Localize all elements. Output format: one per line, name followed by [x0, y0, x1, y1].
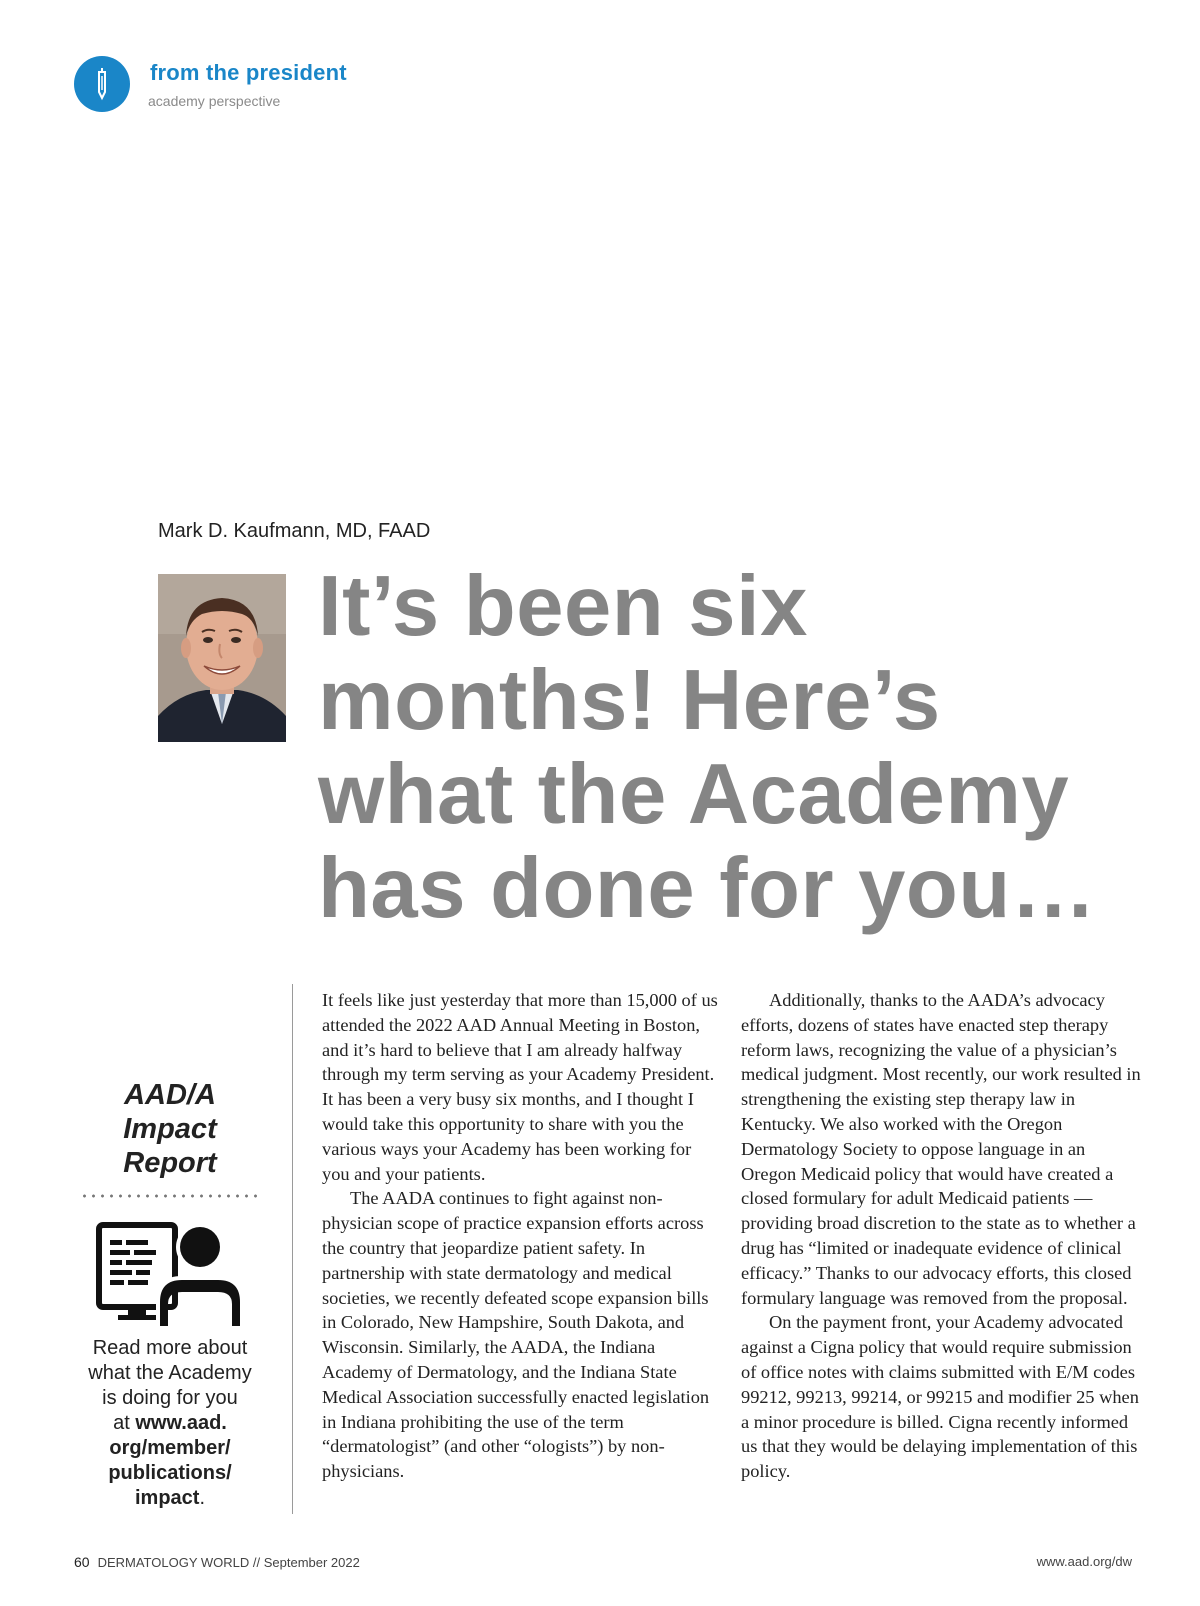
sidebar-text-line: what the Academy [88, 1362, 252, 1384]
sidebar-link-block[interactable] [70, 1411, 270, 1511]
sidebar-link[interactable]: www.aad. [135, 1412, 227, 1434]
pen-icon [74, 56, 130, 112]
publication-info: DERMATOLOGY WORLD // September 2022 [97, 1555, 360, 1570]
dotted-divider [80, 1194, 260, 1198]
headline-line: what the Academy [318, 747, 1070, 842]
sidebar-text [70, 1336, 270, 1511]
section-subtitle: academy perspective [148, 93, 281, 109]
article-paragraph: Additionally, thanks to the AADA’s advocacy efforts, dozens of states have enacted step therapy reform laws, recognizing the value of a physician’s medical judgment. Most recently, our work resulted in strengthening the existing step therapy law in Kentucky. We also worked with the Oregon Dermatology Society to oppose language in an Oregon Medicaid policy that would have created a closed formulary for adult Medicaid patients — providing broad discretion to the state as to whether a drug has “limited or inadequate evidence of clinical efficacy.” Thanks to our advocacy efforts, this closed formulary language was removed from the proposal. [741, 990, 1141, 1308]
column-divider [292, 984, 293, 1514]
page-footer [74, 1554, 360, 1570]
sidebar-text-line: is doing for you [102, 1387, 238, 1409]
sidebar-title-line: AAD/A [124, 1079, 216, 1111]
author-photo [158, 574, 286, 742]
page-number: 60 [74, 1554, 90, 1570]
sidebar-text-line: Read more about [92, 1337, 248, 1359]
sidebar-link-prefix: at [113, 1412, 136, 1434]
sidebar-link-suffix: . [199, 1487, 206, 1509]
article-paragraph: The AADA continues to fight against non-physician scope of practice expansion efforts across the country that jeopardize patient safety. In partnership with state dermatology and medical societies, we recently defeated scope expansion bills in Colorado, New Hampshire, South Dakota, and Wisconsin. Similarly, the AADA, the Indiana Academy of Dermatology, and the Indiana State Medical Association successfully enacted legislation in Indiana prohibiting the use of the term “dermatologist” (and other “ologists”) by non-physicians. [322, 1188, 710, 1482]
article-headline [318, 560, 1178, 936]
author-byline: Mark D. Kaufmann, MD, FAAD [158, 520, 431, 542]
sidebar-title [70, 1078, 270, 1180]
author-portrait [158, 574, 286, 742]
article-paragraph: On the payment front, your Academy advocated against a Cigna policy that would require submission of office notes with claims submitted with E/M codes 99212, 99213, 99214, or 99215 and modifier 25 when a minor procedure is billed. Cigna recently informed us that they would be delaying implementation of this policy. [741, 1312, 1139, 1482]
article-paragraph: It feels like just yesterday that more than 15,000 of us attended the 2022 AAD Annual Meeting in Boston, and it’s hard to believe that I am already halfway through my term serving as your Academy President. It has been a very busy six months, and I thought I would take this opportunity to share with you the various ways your Academy has been working for you and your patients. [322, 990, 718, 1184]
section-title: from the president [150, 60, 347, 85]
sidebar-title-line: Report [123, 1147, 217, 1179]
headline-line: It’s been six [318, 559, 808, 654]
sidebar-title-line: Impact [123, 1113, 217, 1145]
sidebar-link[interactable]: org/member/ [109, 1437, 231, 1459]
article-column-2 [741, 988, 1141, 1484]
sidebar-link[interactable]: impact [134, 1487, 200, 1509]
section-badge [74, 56, 130, 112]
article-column-1 [322, 988, 722, 1484]
headline-line: months! Here’s [318, 653, 941, 748]
headline-line: has done for you… [318, 841, 1097, 936]
sidebar-link[interactable]: publications/ [108, 1462, 232, 1484]
computer-user-icon [96, 1222, 246, 1331]
footer-url[interactable]: www.aad.org/dw [1036, 1554, 1132, 1569]
